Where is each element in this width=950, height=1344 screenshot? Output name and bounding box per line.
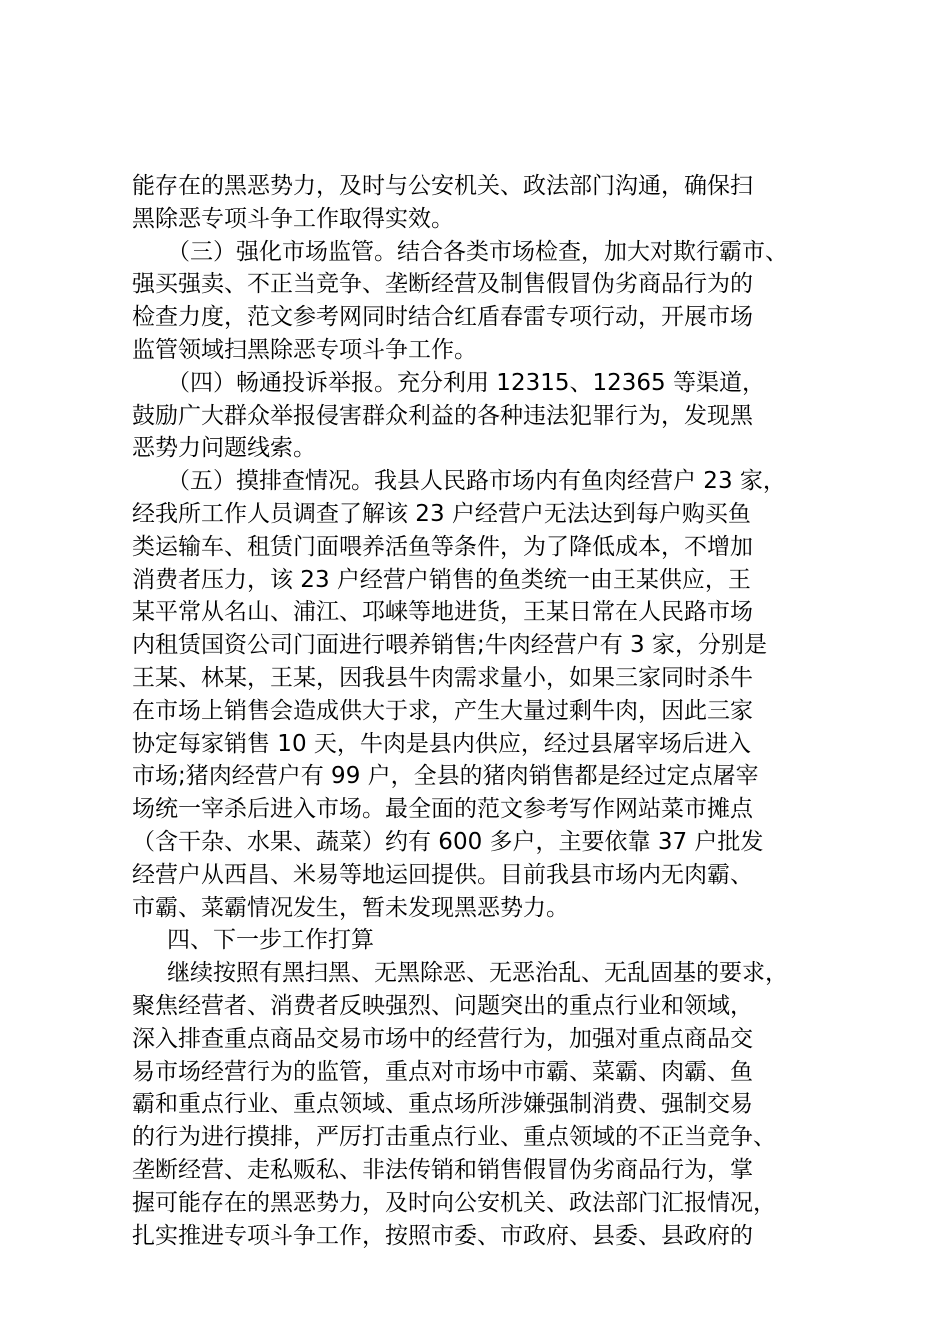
- text-line: 检查力度，范文参考网同时结合红盾春雷专项行动，开展市场: [132, 304, 753, 331]
- text-line: 霸和重点行业、重点领域、重点场所涉嫌强制消费、强制交易: [132, 1091, 753, 1118]
- text-line: 经我所工作人员调查了解该 23 户经营户无法达到每户购买鱼: [132, 500, 751, 527]
- text-line: 内租赁国资公司门面进行喂养销售;牛肉经营户有 3 家，分别是: [132, 632, 768, 659]
- text-line: 扎实推进专项斗争工作，按照市委、市政府、县委、县政府的: [132, 1222, 753, 1249]
- text-line: 易市场经营行为的监管，重点对市场中市霸、菜霸、肉霸、鱼: [132, 1058, 753, 1085]
- document-body: [132, 170, 852, 1252]
- text-line: 四、下一步工作打算: [167, 927, 374, 954]
- text-line: 强买强卖、不正当竞争、垄断经营及制售假冒伪劣商品行为的: [132, 271, 753, 298]
- text-line: 的行为进行摸排，严厉打击重点行业、重点领域的不正当竞争、: [132, 1124, 776, 1151]
- text-line: 能存在的黑恶势力，及时与公安机关、政法部门沟通，确保扫: [132, 173, 753, 199]
- text-line: 恶势力问题线索。: [132, 435, 316, 462]
- text-line: （四）畅通投诉举报。充分利用 12315、12365 等渠道，: [167, 369, 765, 396]
- text-line: 垄断经营、走私贩私、非法传销和销售假冒伪劣商品行为，掌: [132, 1156, 753, 1183]
- text-line: 监管领域扫黑除恶专项斗争工作。: [132, 336, 477, 363]
- text-line: （三）强化市场监管。结合各类市场检查，加大对欺行霸市、: [167, 238, 788, 265]
- text-line: 王某、林某，王某，因我县牛肉需求量小，如果三家同时杀牛: [132, 664, 753, 691]
- text-line: 深入排查重点商品交易市场中的经营行为，加强对重点商品交: [132, 1025, 753, 1052]
- text-line: 市场;猪肉经营户有 99 户，全县的猪肉销售都是经过定点屠宰: [132, 763, 759, 790]
- text-line: 场统一宰杀后进入市场。最全面的范文参考写作网站菜市摊点: [132, 796, 753, 823]
- text-line: 黑除恶专项斗争工作取得实效。: [132, 205, 454, 232]
- text-line: 握可能存在的黑恶势力，及时向公安机关、政法部门汇报情况，: [132, 1189, 776, 1216]
- text-line: 聚焦经营者、消费者反映强烈、问题突出的重点行业和领域，: [132, 992, 753, 1019]
- text-line: 某平常从名山、浦江、邛崃等地进货，王某日常在人民路市场: [132, 599, 753, 626]
- text-line: 类运输车、租赁门面喂养活鱼等条件，为了降低成本，不增加: [132, 533, 753, 560]
- text-line: 市霸、菜霸情况发生，暂未发现黑恶势力。: [132, 894, 569, 921]
- text-line: 消费者压力，该 23 户经营户销售的鱼类统一由王某供应，王: [132, 566, 751, 593]
- text-line: 继续按照有黑扫黑、无黑除恶、无恶治乱、无乱固基的要求，: [167, 960, 788, 987]
- text-line: （五）摸排查情况。我县人民路市场内有鱼肉经营户 23 家，: [167, 468, 786, 495]
- text-line: 鼓励广大群众举报侵害群众利益的各种违法犯罪行为，发现黑: [132, 402, 753, 429]
- text-line: 协定每家销售 10 天，牛肉是县内供应，经过县屠宰场后进入: [132, 730, 751, 757]
- text-line: （含干杂、水果、蔬菜）约有 600 多户，主要依靠 37 户批发: [132, 828, 764, 855]
- text-line: 在市场上销售会造成供大于求，产生大量过剩牛肉，因此三家: [132, 697, 753, 724]
- text-line: 经营户从西昌、米易等地运回提供。目前我县市场内无肉霸、: [132, 861, 753, 888]
